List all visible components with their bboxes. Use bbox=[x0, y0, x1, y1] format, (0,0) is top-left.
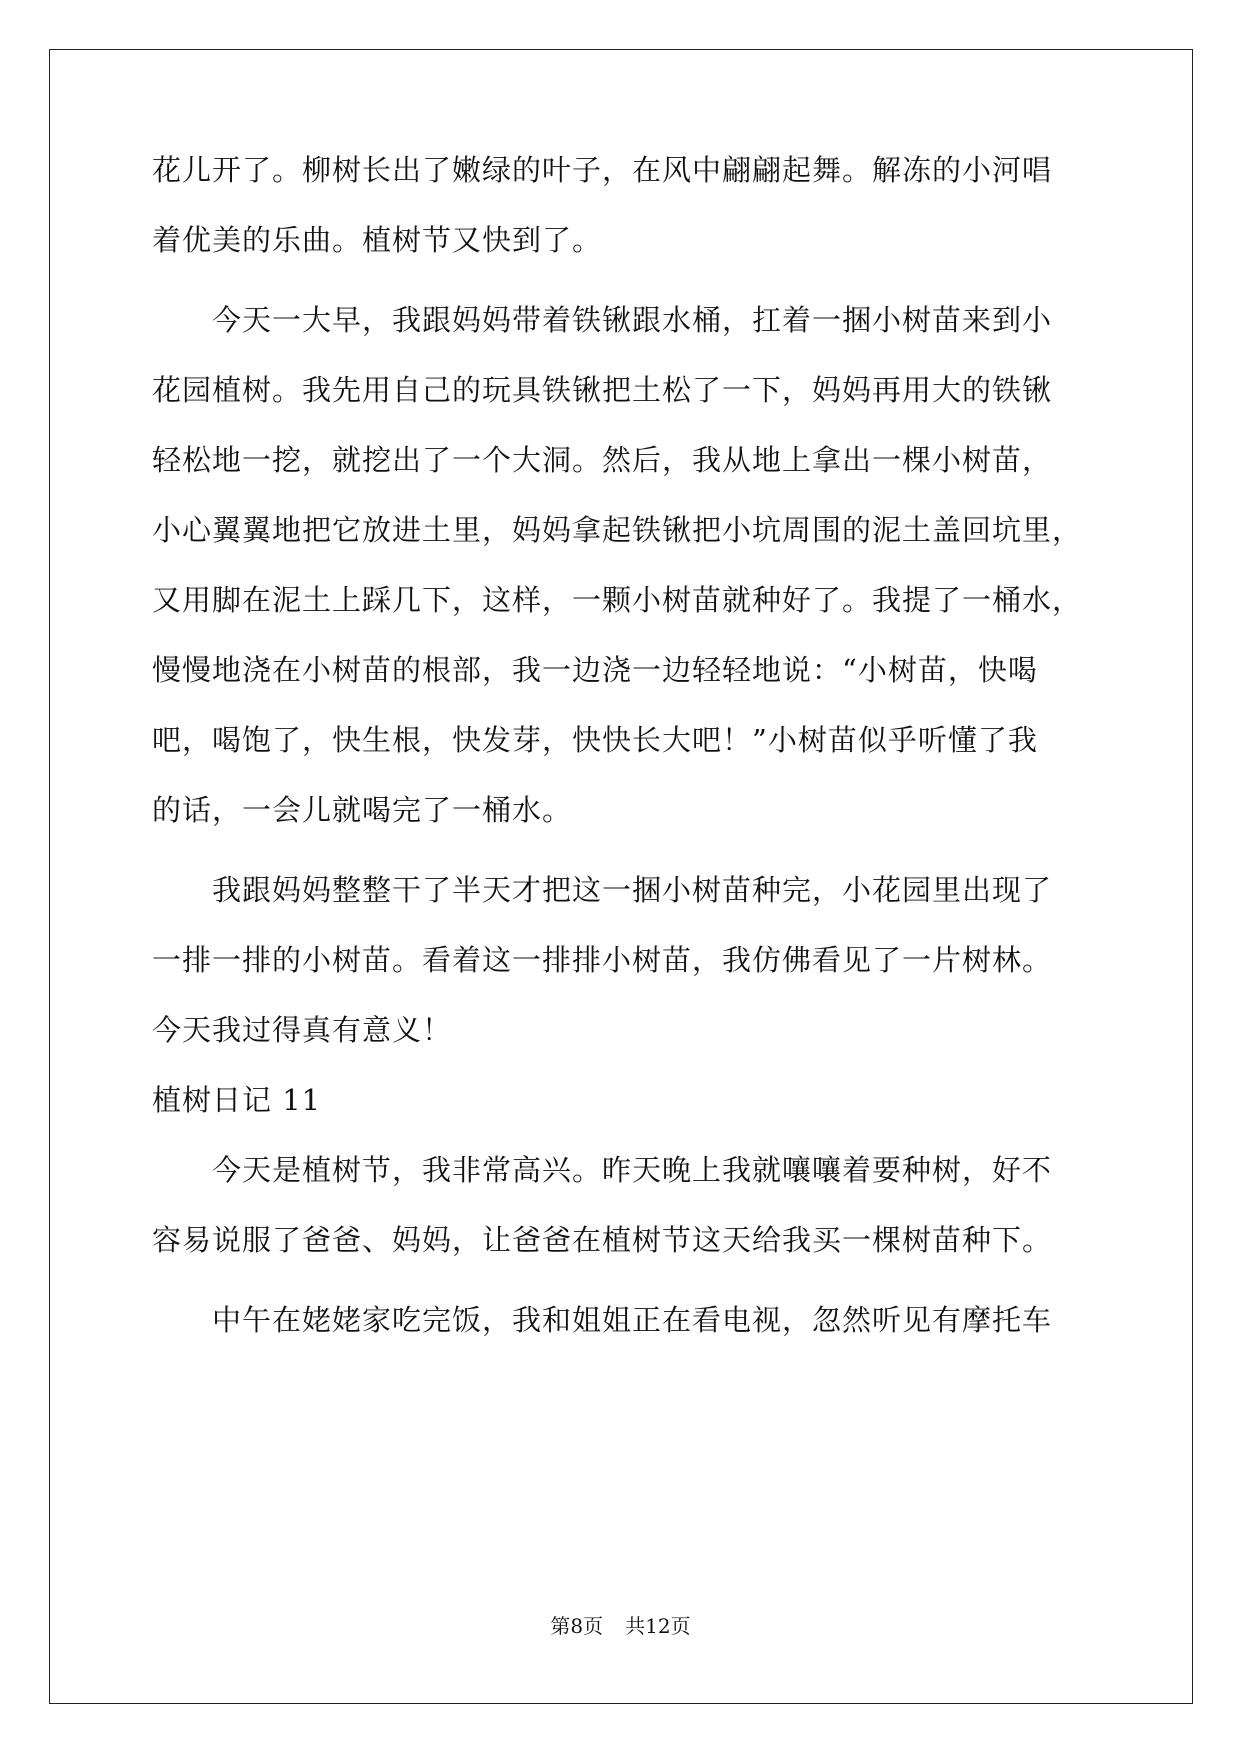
body-text-line: 的话，一会儿就喝完了一桶水。 bbox=[152, 793, 573, 827]
page-total: 共12页 bbox=[625, 1614, 691, 1638]
body-text-line: 花园植树。我先用自己的玩具铁锹把土松了一下，妈妈再用大的铁锹 bbox=[152, 373, 1053, 407]
section-heading: 植树日记 11 bbox=[152, 1083, 322, 1117]
body-text-line: 小心翼翼地把它放进土里，妈妈拿起铁锹把小坑周围的泥土盖回坑里， bbox=[152, 513, 1083, 547]
body-text-line: 今天我过得真有意义！ bbox=[152, 1013, 453, 1047]
body-text-line: 容易说服了爸爸、妈妈，让爸爸在植树节这天给我买一棵树苗种下。 bbox=[152, 1223, 1053, 1257]
body-text-line: 又用脚在泥土上踩几下，这样，一颗小树苗就种好了。我提了一桶水， bbox=[152, 583, 1083, 617]
body-text-line: 慢慢地浇在小树苗的根部，我一边浇一边轻轻地说：“小树苗，快喝 bbox=[152, 653, 1038, 687]
body-text-line: 轻松地一挖，就挖出了一个大洞。然后，我从地上拿出一棵小树苗， bbox=[152, 443, 1053, 477]
paragraph-first-line: 中午在姥姥家吃完饭，我和姐姐正在看电视，忽然听见有摩托车 bbox=[212, 1303, 1053, 1337]
paragraph-first-line: 我跟妈妈整整干了半天才把这一捆小树苗种完，小花园里出现了 bbox=[212, 873, 1053, 907]
paragraph-first-line: 今天一大早，我跟妈妈带着铁锹跟水桶，扛着一捆小树苗来到小 bbox=[212, 303, 1053, 337]
paragraph-first-line: 今天是植树节，我非常高兴。昨天晚上我就嚷嚷着要种树，好不 bbox=[212, 1153, 1053, 1187]
body-text-line: 一排一排的小树苗。看着这一排排小树苗，我仿佛看见了一片树林。 bbox=[152, 943, 1053, 977]
page-footer bbox=[0, 1614, 1241, 1638]
page-number: 第8页 bbox=[550, 1614, 604, 1638]
body-text-line: 吧，喝饱了，快生根，快发芽，快快长大吧！”小树苗似乎听懂了我 bbox=[152, 723, 1038, 757]
body-text-line: 花儿开了。柳树长出了嫩绿的叶子，在风中翩翩起舞。解冻的小河唱 bbox=[152, 153, 1053, 187]
body-text-line: 着优美的乐曲。植树节又快到了。 bbox=[152, 223, 603, 257]
